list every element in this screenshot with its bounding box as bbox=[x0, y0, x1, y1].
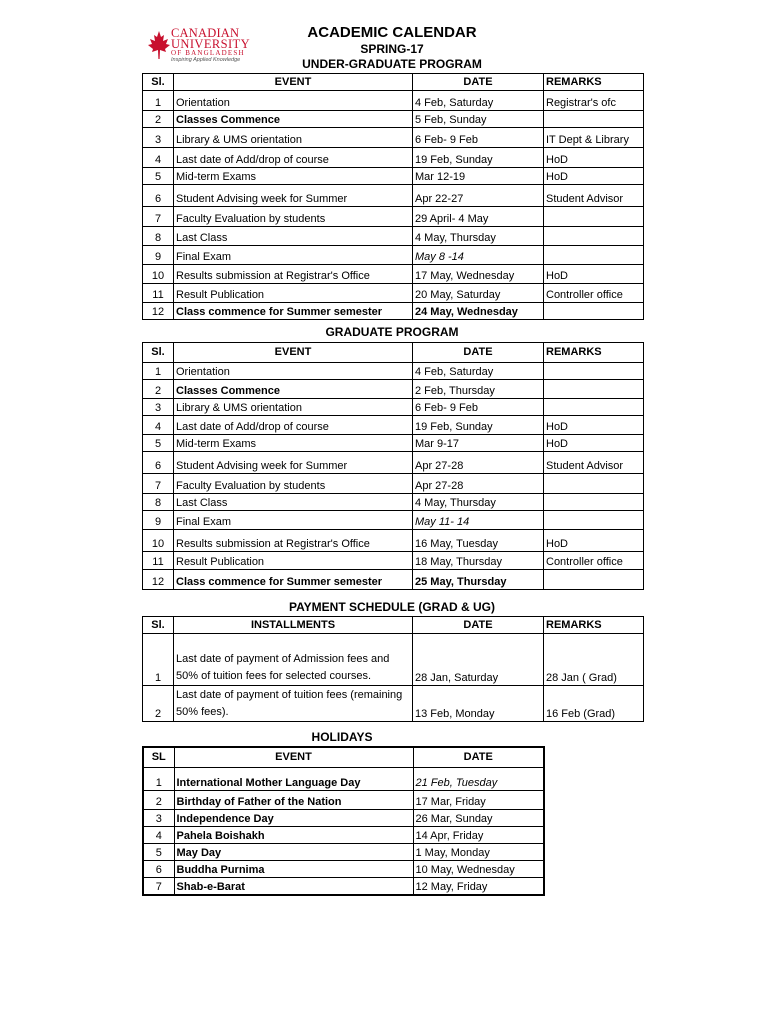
date-cell: 6 Feb- 9 Feb bbox=[413, 128, 544, 148]
sl-cell: 7 bbox=[143, 207, 174, 227]
sl-cell: 12 bbox=[143, 570, 174, 590]
date-cell: 1 May, Monday bbox=[413, 843, 544, 860]
date-cell: 4 Feb, Saturday bbox=[413, 363, 544, 380]
date-cell: Mar 9-17 bbox=[413, 435, 544, 452]
ug-heading: UNDER-GRADUATE PROGRAM bbox=[302, 57, 482, 71]
date-cell: 25 May, Thursday bbox=[413, 570, 544, 590]
sl-cell: 5 bbox=[143, 843, 174, 860]
grad-col-remarks: REMARKS bbox=[544, 343, 644, 363]
table-row bbox=[143, 91, 644, 111]
event-cell: Last date of Add/drop of course bbox=[174, 416, 413, 435]
event-cell: Final Exam bbox=[174, 246, 413, 265]
table-row bbox=[143, 860, 544, 877]
event-cell: Orientation bbox=[174, 363, 413, 380]
payment-header-row bbox=[143, 617, 644, 634]
date-cell: 21 Feb, Tuesday bbox=[413, 767, 544, 790]
event-cell: Mid-term Exams bbox=[174, 168, 413, 185]
event-cell: Faculty Evaluation by students bbox=[174, 207, 413, 227]
date-cell: 26 Mar, Sunday bbox=[413, 809, 544, 826]
remarks-cell bbox=[544, 246, 644, 265]
event-cell: Final Exam bbox=[174, 511, 413, 530]
date-cell: 19 Feb, Sunday bbox=[413, 416, 544, 435]
date-cell: 5 Feb, Sunday bbox=[413, 111, 544, 128]
installment-cell: Last date of payment of tuition fees (remaining 50% fees). bbox=[174, 686, 413, 722]
ug-col-sl: Sl. bbox=[143, 74, 174, 91]
event-cell: Result Publication bbox=[174, 552, 413, 570]
sl-cell: 6 bbox=[143, 860, 174, 877]
sl-cell: 8 bbox=[143, 494, 174, 511]
date-cell: 18 May, Thursday bbox=[413, 552, 544, 570]
sl-cell: 12 bbox=[143, 303, 174, 320]
table-row bbox=[143, 826, 544, 843]
remarks-cell: 28 Jan ( Grad) bbox=[544, 634, 644, 686]
term-label: SPRING-17 bbox=[360, 42, 424, 56]
table-row bbox=[143, 416, 644, 435]
table-row bbox=[143, 843, 544, 860]
table-row bbox=[143, 809, 544, 826]
ug-table bbox=[142, 73, 644, 320]
table-row bbox=[143, 265, 644, 284]
remarks-cell: 16 Feb (Grad) bbox=[544, 686, 644, 722]
event-cell: Results submission at Registrar's Office bbox=[174, 530, 413, 552]
event-cell: Class commence for Summer semester bbox=[174, 303, 413, 320]
table-row bbox=[143, 185, 644, 207]
sl-cell: 7 bbox=[143, 877, 174, 895]
sl-cell: 10 bbox=[143, 265, 174, 284]
date-cell: 17 May, Wednesday bbox=[413, 265, 544, 284]
payment-col-installments: INSTALLMENTS bbox=[174, 617, 413, 634]
sl-cell: 11 bbox=[143, 552, 174, 570]
date-cell: 29 April- 4 May bbox=[413, 207, 544, 227]
event-cell: Last Class bbox=[174, 494, 413, 511]
table-row bbox=[143, 552, 644, 570]
remarks-cell: Student Advisor bbox=[544, 452, 644, 474]
grad-table bbox=[142, 342, 644, 590]
sl-cell: 10 bbox=[143, 530, 174, 552]
grad-col-sl: Sl. bbox=[143, 343, 174, 363]
logo-line-3: OF BANGLADESH bbox=[171, 49, 245, 57]
table-row bbox=[143, 530, 644, 552]
sl-cell: 2 bbox=[143, 380, 174, 399]
ug-col-date: DATE bbox=[413, 74, 544, 91]
remarks-cell bbox=[544, 303, 644, 320]
table-row bbox=[143, 767, 544, 790]
remarks-cell: HoD bbox=[544, 148, 644, 168]
table-row bbox=[143, 284, 644, 303]
date-cell: 10 May, Wednesday bbox=[413, 860, 544, 877]
remarks-cell bbox=[544, 363, 644, 380]
holidays-col-event: EVENT bbox=[174, 747, 413, 767]
sl-cell: 5 bbox=[143, 168, 174, 185]
sl-cell: 1 bbox=[143, 634, 174, 686]
date-cell: May 11- 14 bbox=[413, 511, 544, 530]
event-cell: Birthday of Father of the Nation bbox=[174, 790, 413, 809]
event-cell: Classes Commence bbox=[174, 380, 413, 399]
date-cell: 2 Feb, Thursday bbox=[413, 380, 544, 399]
sl-cell: 2 bbox=[143, 111, 174, 128]
remarks-cell: IT Dept & Library bbox=[544, 128, 644, 148]
event-cell: Result Publication bbox=[174, 284, 413, 303]
date-cell: 17 Mar, Friday bbox=[413, 790, 544, 809]
remarks-cell bbox=[544, 399, 644, 416]
payment-col-sl: Sl. bbox=[143, 617, 174, 634]
university-logo bbox=[147, 26, 257, 66]
grad-col-event: EVENT bbox=[174, 343, 413, 363]
remarks-cell: HoD bbox=[544, 435, 644, 452]
remarks-cell: Controller office bbox=[544, 552, 644, 570]
sl-cell: 3 bbox=[143, 128, 174, 148]
holidays-col-date: DATE bbox=[413, 747, 544, 767]
date-cell: 24 May, Wednesday bbox=[413, 303, 544, 320]
table-row bbox=[143, 111, 644, 128]
date-cell: Apr 27-28 bbox=[413, 474, 544, 494]
table-row bbox=[143, 877, 544, 895]
ug-header-row bbox=[143, 74, 644, 91]
table-row bbox=[143, 474, 644, 494]
date-cell: 4 May, Thursday bbox=[413, 227, 544, 246]
sl-cell: 9 bbox=[143, 511, 174, 530]
remarks-cell: HoD bbox=[544, 416, 644, 435]
table-row bbox=[143, 511, 644, 530]
table-row bbox=[143, 790, 544, 809]
sl-cell: 3 bbox=[143, 399, 174, 416]
event-cell: Independence Day bbox=[174, 809, 413, 826]
event-cell: Student Advising week for Summer bbox=[174, 185, 413, 207]
event-cell: Last date of Add/drop of course bbox=[174, 148, 413, 168]
table-row bbox=[143, 452, 644, 474]
table-row bbox=[143, 494, 644, 511]
ug-col-event: EVENT bbox=[174, 74, 413, 91]
event-cell: Shab-e-Barat bbox=[174, 877, 413, 895]
event-cell: Library & UMS orientation bbox=[174, 399, 413, 416]
sl-cell: 1 bbox=[143, 363, 174, 380]
grad-header-row bbox=[143, 343, 644, 363]
date-cell: 4 May, Thursday bbox=[413, 494, 544, 511]
remarks-cell bbox=[544, 227, 644, 246]
event-cell: Student Advising week for Summer bbox=[174, 452, 413, 474]
date-cell: 12 May, Friday bbox=[413, 877, 544, 895]
date-cell: Apr 22-27 bbox=[413, 185, 544, 207]
table-row bbox=[143, 570, 644, 590]
event-cell: Pahela Boishakh bbox=[174, 826, 413, 843]
payment-table bbox=[142, 616, 644, 722]
event-cell: May Day bbox=[174, 843, 413, 860]
table-row bbox=[143, 128, 644, 148]
sl-cell: 5 bbox=[143, 435, 174, 452]
date-cell: 28 Jan, Saturday bbox=[413, 634, 544, 686]
holidays-heading: HOLIDAYS bbox=[311, 730, 373, 744]
remarks-cell: HoD bbox=[544, 265, 644, 284]
payment-heading: PAYMENT SCHEDULE (GRAD & UG) bbox=[288, 600, 495, 614]
date-cell: 14 Apr, Friday bbox=[413, 826, 544, 843]
date-cell: May 8 -14 bbox=[413, 246, 544, 265]
sl-cell: 1 bbox=[143, 767, 174, 790]
holidays-col-sl: SL bbox=[143, 747, 174, 767]
logo-line-1: CANADIAN bbox=[171, 26, 240, 40]
table-row bbox=[143, 399, 644, 416]
event-cell: Mid-term Exams bbox=[174, 435, 413, 452]
date-cell: 6 Feb- 9 Feb bbox=[413, 399, 544, 416]
sl-cell: 11 bbox=[143, 284, 174, 303]
date-cell: 20 May, Saturday bbox=[413, 284, 544, 303]
sl-cell: 6 bbox=[143, 452, 174, 474]
table-row bbox=[143, 435, 644, 452]
table-row bbox=[143, 168, 644, 185]
date-cell: Mar 12-19 bbox=[413, 168, 544, 185]
event-cell: Last Class bbox=[174, 227, 413, 246]
remarks-cell bbox=[544, 207, 644, 227]
payment-col-remarks: REMARKS bbox=[544, 617, 644, 634]
event-cell: Buddha Purnima bbox=[174, 860, 413, 877]
installment-cell: Last date of payment of Admission fees and 50% of tuition fees for selected courses. bbox=[174, 634, 413, 686]
remarks-cell: HoD bbox=[544, 168, 644, 185]
remarks-cell bbox=[544, 474, 644, 494]
event-cell: Class commence for Summer semester bbox=[174, 570, 413, 590]
event-cell: Orientation bbox=[174, 91, 413, 111]
sl-cell: 7 bbox=[143, 474, 174, 494]
table-row bbox=[143, 634, 644, 686]
sl-cell: 4 bbox=[143, 416, 174, 435]
date-cell: Apr 27-28 bbox=[413, 452, 544, 474]
event-cell: Library & UMS orientation bbox=[174, 128, 413, 148]
remarks-cell bbox=[544, 494, 644, 511]
table-row bbox=[143, 148, 644, 168]
event-cell: Classes Commence bbox=[174, 111, 413, 128]
holidays-table bbox=[142, 746, 545, 896]
event-cell: International Mother Language Day bbox=[174, 767, 413, 790]
date-cell: 19 Feb, Sunday bbox=[413, 148, 544, 168]
payment-col-date: DATE bbox=[413, 617, 544, 634]
sl-cell: 6 bbox=[143, 185, 174, 207]
remarks-cell bbox=[544, 380, 644, 399]
event-cell: Faculty Evaluation by students bbox=[174, 474, 413, 494]
table-row bbox=[143, 207, 644, 227]
grad-col-date: DATE bbox=[413, 343, 544, 363]
table-row bbox=[143, 303, 644, 320]
grad-heading: GRADUATE PROGRAM bbox=[325, 325, 459, 339]
table-row bbox=[143, 686, 644, 722]
sl-cell: 3 bbox=[143, 809, 174, 826]
remarks-cell bbox=[544, 111, 644, 128]
remarks-cell: HoD bbox=[544, 530, 644, 552]
remarks-cell: Student Advisor bbox=[544, 185, 644, 207]
remarks-cell bbox=[544, 570, 644, 590]
remarks-cell: Registrar's ofc bbox=[544, 91, 644, 111]
date-cell: 4 Feb, Saturday bbox=[413, 91, 544, 111]
maple-leaf-icon bbox=[147, 30, 171, 60]
sl-cell: 4 bbox=[143, 826, 174, 843]
sl-cell: 4 bbox=[143, 148, 174, 168]
sl-cell: 2 bbox=[143, 686, 174, 722]
logo-line-2: UNIVERSITY bbox=[171, 37, 250, 51]
date-cell: 16 May, Tuesday bbox=[413, 530, 544, 552]
event-cell: Results submission at Registrar's Office bbox=[174, 265, 413, 284]
page-title: ACADEMIC CALENDAR bbox=[307, 24, 477, 41]
remarks-cell bbox=[544, 511, 644, 530]
remarks-cell: Controller office bbox=[544, 284, 644, 303]
logo-tagline: Inspiring Applied Knowledge bbox=[171, 57, 241, 63]
table-row bbox=[143, 363, 644, 380]
sl-cell: 2 bbox=[143, 790, 174, 809]
ug-col-remarks: REMARKS bbox=[544, 74, 644, 91]
sl-cell: 1 bbox=[143, 91, 174, 111]
table-row bbox=[143, 380, 644, 399]
table-row bbox=[143, 246, 644, 265]
table-row bbox=[143, 227, 644, 246]
sl-cell: 9 bbox=[143, 246, 174, 265]
sl-cell: 8 bbox=[143, 227, 174, 246]
date-cell: 13 Feb, Monday bbox=[413, 686, 544, 722]
holidays-header-row bbox=[143, 747, 544, 767]
